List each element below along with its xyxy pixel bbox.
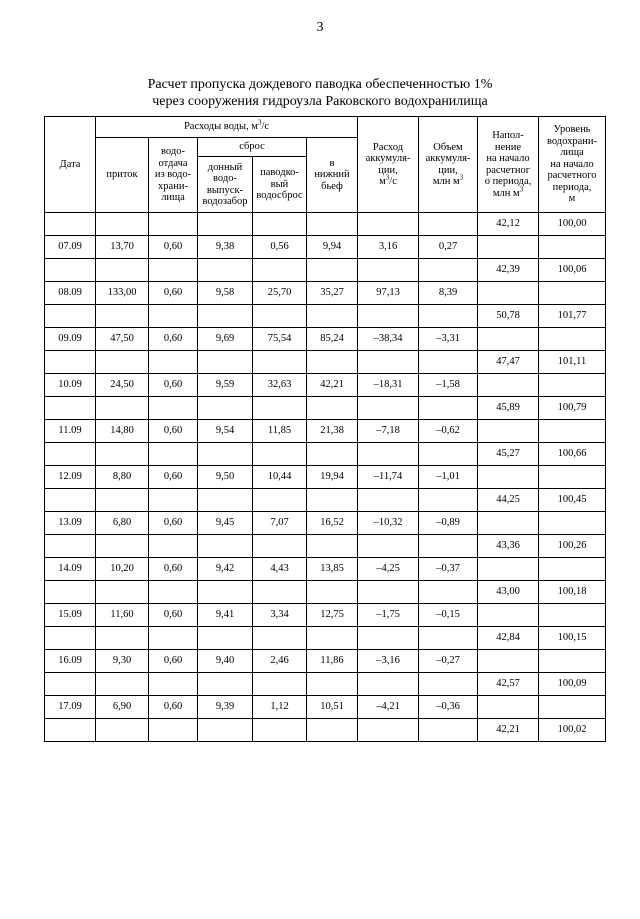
empty-cell bbox=[45, 259, 96, 282]
spillway-cell: 10,44 bbox=[253, 466, 307, 489]
empty-cell bbox=[358, 719, 419, 742]
empty-cell bbox=[253, 443, 307, 466]
accum-flow-cell: –10,32 bbox=[358, 512, 419, 535]
empty-cell bbox=[419, 627, 478, 650]
empty-cell bbox=[149, 581, 198, 604]
empty-cell bbox=[478, 282, 539, 305]
empty-cell bbox=[307, 305, 358, 328]
level-cell: 101,11 bbox=[539, 351, 606, 374]
empty-cell bbox=[149, 305, 198, 328]
empty-cell bbox=[539, 604, 606, 627]
accum-volume-cell: –0,37 bbox=[419, 558, 478, 581]
accum-flow-cell: –11,74 bbox=[358, 466, 419, 489]
header-date: Дата bbox=[45, 117, 96, 213]
empty-cell bbox=[253, 489, 307, 512]
empty-cell bbox=[45, 489, 96, 512]
empty-cell bbox=[358, 213, 419, 236]
downstream-cell: 19,94 bbox=[307, 466, 358, 489]
spillway-cell: 32,63 bbox=[253, 374, 307, 397]
empty-cell bbox=[198, 213, 253, 236]
empty-cell bbox=[45, 581, 96, 604]
level-row bbox=[45, 213, 606, 236]
empty-cell bbox=[539, 650, 606, 673]
inflow-cell: 8,80 bbox=[96, 466, 149, 489]
empty-cell bbox=[419, 305, 478, 328]
empty-cell bbox=[358, 581, 419, 604]
empty-cell bbox=[419, 489, 478, 512]
filling-cell: 47,47 bbox=[478, 351, 539, 374]
spillway-cell: 1,12 bbox=[253, 696, 307, 719]
empty-cell bbox=[539, 282, 606, 305]
accum-flow-cell: –1,75 bbox=[358, 604, 419, 627]
empty-cell bbox=[198, 351, 253, 374]
empty-cell bbox=[478, 696, 539, 719]
empty-cell bbox=[478, 420, 539, 443]
empty-cell bbox=[149, 351, 198, 374]
inflow-cell: 133,00 bbox=[96, 282, 149, 305]
bottom-cell: 9,50 bbox=[198, 466, 253, 489]
spillway-cell: 11,85 bbox=[253, 420, 307, 443]
empty-cell bbox=[149, 259, 198, 282]
empty-cell bbox=[96, 535, 149, 558]
empty-cell bbox=[478, 650, 539, 673]
level-row bbox=[45, 443, 606, 466]
spillway-cell: 25,70 bbox=[253, 282, 307, 305]
downstream-cell: 16,52 bbox=[307, 512, 358, 535]
header-spillway: паводко- вый водосброс bbox=[253, 157, 307, 213]
date-cell: 12.09 bbox=[45, 466, 96, 489]
empty-cell bbox=[307, 213, 358, 236]
empty-cell bbox=[45, 397, 96, 420]
bottom-cell: 9,58 bbox=[198, 282, 253, 305]
empty-cell bbox=[198, 535, 253, 558]
level-row bbox=[45, 535, 606, 558]
accum-volume-cell: 0,27 bbox=[419, 236, 478, 259]
accum-volume-cell: –1,58 bbox=[419, 374, 478, 397]
level-cell: 100,18 bbox=[539, 581, 606, 604]
empty-cell bbox=[358, 489, 419, 512]
empty-cell bbox=[45, 535, 96, 558]
data-row bbox=[45, 696, 606, 719]
bottom-cell: 9,69 bbox=[198, 328, 253, 351]
empty-cell bbox=[45, 351, 96, 374]
empty-cell bbox=[307, 259, 358, 282]
level-cell: 100,06 bbox=[539, 259, 606, 282]
level-cell: 100,79 bbox=[539, 397, 606, 420]
data-row bbox=[45, 466, 606, 489]
header-water-supply: водо- отдача из водо- храни- лища bbox=[149, 138, 198, 213]
empty-cell bbox=[253, 213, 307, 236]
empty-cell bbox=[253, 673, 307, 696]
empty-cell bbox=[307, 535, 358, 558]
level-row bbox=[45, 351, 606, 374]
level-row bbox=[45, 305, 606, 328]
spillway-cell: 75,54 bbox=[253, 328, 307, 351]
inflow-cell: 11,60 bbox=[96, 604, 149, 627]
empty-cell bbox=[539, 558, 606, 581]
title-line-1: Расчет пропуска дождевого паводка обеспеченностью 1% bbox=[147, 77, 493, 92]
empty-cell bbox=[358, 443, 419, 466]
level-row bbox=[45, 673, 606, 696]
empty-cell bbox=[539, 328, 606, 351]
header-downstream: в нижний бьеф bbox=[307, 138, 358, 213]
empty-cell bbox=[539, 466, 606, 489]
header-bottom-outlet: донный водо- выпуск- водозабор bbox=[198, 157, 253, 213]
inflow-cell: 9,30 bbox=[96, 650, 149, 673]
accum-volume-cell: –0,89 bbox=[419, 512, 478, 535]
data-row bbox=[45, 558, 606, 581]
bottom-cell: 9,41 bbox=[198, 604, 253, 627]
accum-flow-cell: –18,31 bbox=[358, 374, 419, 397]
empty-cell bbox=[149, 627, 198, 650]
empty-cell bbox=[478, 328, 539, 351]
level-row bbox=[45, 719, 606, 742]
header-filling: Напол- нение на начало расчетног о периода, млн $м^3$ bbox=[478, 117, 539, 213]
empty-cell bbox=[198, 673, 253, 696]
data-row bbox=[45, 236, 606, 259]
date-cell: 09.09 bbox=[45, 328, 96, 351]
accum-flow-cell: 3,16 bbox=[358, 236, 419, 259]
level-cell: 100,09 bbox=[539, 673, 606, 696]
empty-cell bbox=[539, 236, 606, 259]
level-cell: 100,45 bbox=[539, 489, 606, 512]
bottom-cell: 9,38 bbox=[198, 236, 253, 259]
empty-cell bbox=[253, 305, 307, 328]
header-flows-group: Расходы воды, $м^3/с$ bbox=[96, 117, 358, 138]
empty-cell bbox=[358, 673, 419, 696]
level-row bbox=[45, 397, 606, 420]
header-discharge-group: сброс bbox=[198, 138, 307, 157]
filling-cell: 44,25 bbox=[478, 489, 539, 512]
empty-cell bbox=[149, 213, 198, 236]
data-row bbox=[45, 282, 606, 305]
document-title bbox=[0, 76, 640, 110]
downstream-cell: 9,94 bbox=[307, 236, 358, 259]
header-accumulation-volume: Объем аккумуля- ции, млн $м^3$ bbox=[419, 117, 478, 213]
empty-cell bbox=[419, 351, 478, 374]
inflow-cell: 14,80 bbox=[96, 420, 149, 443]
downstream-cell: 35,27 bbox=[307, 282, 358, 305]
downstream-cell: 21,38 bbox=[307, 420, 358, 443]
spillway-cell: 4,43 bbox=[253, 558, 307, 581]
empty-cell bbox=[419, 719, 478, 742]
accum-flow-cell: –4,25 bbox=[358, 558, 419, 581]
level-cell: 100,66 bbox=[539, 443, 606, 466]
data-row bbox=[45, 512, 606, 535]
bottom-cell: 9,54 bbox=[198, 420, 253, 443]
empty-cell bbox=[358, 535, 419, 558]
empty-cell bbox=[253, 535, 307, 558]
bottom-cell: 9,40 bbox=[198, 650, 253, 673]
empty-cell bbox=[96, 627, 149, 650]
inflow-cell: 47,50 bbox=[96, 328, 149, 351]
supply-cell: 0,60 bbox=[149, 604, 198, 627]
empty-cell bbox=[149, 673, 198, 696]
empty-cell bbox=[478, 604, 539, 627]
supply-cell: 0,60 bbox=[149, 650, 198, 673]
date-cell: 13.09 bbox=[45, 512, 96, 535]
inflow-cell: 24,50 bbox=[96, 374, 149, 397]
level-cell: 100,02 bbox=[539, 719, 606, 742]
data-row bbox=[45, 604, 606, 627]
empty-cell bbox=[96, 581, 149, 604]
empty-cell bbox=[198, 627, 253, 650]
empty-cell bbox=[149, 535, 198, 558]
empty-cell bbox=[96, 305, 149, 328]
empty-cell bbox=[539, 374, 606, 397]
empty-cell bbox=[307, 351, 358, 374]
supply-cell: 0,60 bbox=[149, 374, 198, 397]
empty-cell bbox=[45, 443, 96, 466]
accum-volume-cell: –3,31 bbox=[419, 328, 478, 351]
empty-cell bbox=[419, 397, 478, 420]
empty-cell bbox=[307, 581, 358, 604]
date-cell: 14.09 bbox=[45, 558, 96, 581]
empty-cell bbox=[253, 581, 307, 604]
accum-flow-cell: –7,18 bbox=[358, 420, 419, 443]
empty-cell bbox=[96, 673, 149, 696]
empty-cell bbox=[478, 374, 539, 397]
inflow-cell: 13,70 bbox=[96, 236, 149, 259]
empty-cell bbox=[96, 351, 149, 374]
date-cell: 15.09 bbox=[45, 604, 96, 627]
accum-flow-cell: –38,34 bbox=[358, 328, 419, 351]
filling-cell: 50,78 bbox=[478, 305, 539, 328]
empty-cell bbox=[45, 213, 96, 236]
empty-cell bbox=[419, 535, 478, 558]
data-row bbox=[45, 374, 606, 397]
bottom-cell: 9,42 bbox=[198, 558, 253, 581]
filling-cell: 42,12 bbox=[478, 213, 539, 236]
accum-volume-cell: –0,36 bbox=[419, 696, 478, 719]
empty-cell bbox=[198, 719, 253, 742]
empty-cell bbox=[149, 443, 198, 466]
empty-cell bbox=[539, 696, 606, 719]
empty-cell bbox=[419, 673, 478, 696]
empty-cell bbox=[96, 397, 149, 420]
accum-flow-cell: –4,21 bbox=[358, 696, 419, 719]
downstream-cell: 12,75 bbox=[307, 604, 358, 627]
data-row bbox=[45, 328, 606, 351]
empty-cell bbox=[96, 259, 149, 282]
filling-cell: 42,39 bbox=[478, 259, 539, 282]
empty-cell bbox=[539, 420, 606, 443]
empty-cell bbox=[253, 627, 307, 650]
empty-cell bbox=[419, 259, 478, 282]
accum-volume-cell: 8,39 bbox=[419, 282, 478, 305]
supply-cell: 0,60 bbox=[149, 328, 198, 351]
supply-cell: 0,60 bbox=[149, 282, 198, 305]
date-cell: 11.09 bbox=[45, 420, 96, 443]
level-cell: 101,77 bbox=[539, 305, 606, 328]
empty-cell bbox=[307, 673, 358, 696]
header-inflow: приток bbox=[96, 138, 149, 213]
empty-cell bbox=[149, 719, 198, 742]
supply-cell: 0,60 bbox=[149, 696, 198, 719]
empty-cell bbox=[45, 673, 96, 696]
page-number: 3 bbox=[316, 20, 324, 35]
downstream-cell: 13,85 bbox=[307, 558, 358, 581]
level-cell: 100,26 bbox=[539, 535, 606, 558]
accum-flow-cell: –3,16 bbox=[358, 650, 419, 673]
empty-cell bbox=[198, 397, 253, 420]
accum-flow-cell: 97,13 bbox=[358, 282, 419, 305]
header-reservoir-level: Уровень водохрани- лища на начало расчетного периода, м bbox=[539, 117, 606, 213]
supply-cell: 0,60 bbox=[149, 420, 198, 443]
empty-cell bbox=[253, 351, 307, 374]
empty-cell bbox=[253, 397, 307, 420]
level-row bbox=[45, 489, 606, 512]
supply-cell: 0,60 bbox=[149, 236, 198, 259]
empty-cell bbox=[478, 558, 539, 581]
filling-cell: 45,89 bbox=[478, 397, 539, 420]
inflow-cell: 6,80 bbox=[96, 512, 149, 535]
filling-cell: 42,21 bbox=[478, 719, 539, 742]
downstream-cell: 42,21 bbox=[307, 374, 358, 397]
level-cell: 100,15 bbox=[539, 627, 606, 650]
empty-cell bbox=[96, 489, 149, 512]
bottom-cell: 9,45 bbox=[198, 512, 253, 535]
table-body bbox=[45, 213, 606, 742]
empty-cell bbox=[307, 397, 358, 420]
empty-cell bbox=[307, 627, 358, 650]
supply-cell: 0,60 bbox=[149, 466, 198, 489]
empty-cell bbox=[45, 627, 96, 650]
data-row bbox=[45, 650, 606, 673]
empty-cell bbox=[253, 719, 307, 742]
empty-cell bbox=[419, 581, 478, 604]
empty-cell bbox=[45, 719, 96, 742]
empty-cell bbox=[198, 443, 253, 466]
empty-cell bbox=[419, 213, 478, 236]
spillway-cell: 0,56 bbox=[253, 236, 307, 259]
empty-cell bbox=[478, 236, 539, 259]
filling-cell: 42,84 bbox=[478, 627, 539, 650]
empty-cell bbox=[307, 719, 358, 742]
empty-cell bbox=[198, 581, 253, 604]
spillway-cell: 3,34 bbox=[253, 604, 307, 627]
empty-cell bbox=[358, 259, 419, 282]
level-cell: 100,00 bbox=[539, 213, 606, 236]
empty-cell bbox=[96, 213, 149, 236]
empty-cell bbox=[478, 466, 539, 489]
inflow-cell: 10,20 bbox=[96, 558, 149, 581]
empty-cell bbox=[198, 489, 253, 512]
empty-cell bbox=[96, 443, 149, 466]
downstream-cell: 11,86 bbox=[307, 650, 358, 673]
bottom-cell: 9,59 bbox=[198, 374, 253, 397]
empty-cell bbox=[539, 512, 606, 535]
inflow-cell: 6,90 bbox=[96, 696, 149, 719]
empty-cell bbox=[419, 443, 478, 466]
empty-cell bbox=[358, 627, 419, 650]
empty-cell bbox=[198, 305, 253, 328]
empty-cell bbox=[478, 512, 539, 535]
spillway-cell: 2,46 bbox=[253, 650, 307, 673]
empty-cell bbox=[253, 259, 307, 282]
date-cell: 10.09 bbox=[45, 374, 96, 397]
filling-cell: 43,00 bbox=[478, 581, 539, 604]
date-cell: 08.09 bbox=[45, 282, 96, 305]
empty-cell bbox=[198, 259, 253, 282]
date-cell: 17.09 bbox=[45, 696, 96, 719]
filling-cell: 45,27 bbox=[478, 443, 539, 466]
empty-cell bbox=[45, 305, 96, 328]
accum-volume-cell: –0,62 bbox=[419, 420, 478, 443]
empty-cell bbox=[149, 489, 198, 512]
flood-calculation-table bbox=[44, 116, 606, 742]
accum-volume-cell: –1,01 bbox=[419, 466, 478, 489]
data-row bbox=[45, 420, 606, 443]
empty-cell bbox=[307, 489, 358, 512]
level-row bbox=[45, 627, 606, 650]
level-row bbox=[45, 259, 606, 282]
date-cell: 16.09 bbox=[45, 650, 96, 673]
header-accumulation-flow: Расход аккумуля- ции, $м^3/с$ bbox=[358, 117, 419, 213]
accum-volume-cell: –0,15 bbox=[419, 604, 478, 627]
spillway-cell: 7,07 bbox=[253, 512, 307, 535]
empty-cell bbox=[358, 305, 419, 328]
empty-cell bbox=[96, 719, 149, 742]
title-line-2: через сооружения гидроузла Раковского водохранилища bbox=[152, 94, 488, 109]
downstream-cell: 85,24 bbox=[307, 328, 358, 351]
supply-cell: 0,60 bbox=[149, 558, 198, 581]
empty-cell bbox=[358, 351, 419, 374]
level-row bbox=[45, 581, 606, 604]
supply-cell: 0,60 bbox=[149, 512, 198, 535]
downstream-cell: 10,51 bbox=[307, 696, 358, 719]
empty-cell bbox=[358, 397, 419, 420]
empty-cell bbox=[307, 443, 358, 466]
filling-cell: 42,57 bbox=[478, 673, 539, 696]
date-cell: 07.09 bbox=[45, 236, 96, 259]
filling-cell: 43,36 bbox=[478, 535, 539, 558]
empty-cell bbox=[149, 397, 198, 420]
accum-volume-cell: –0,27 bbox=[419, 650, 478, 673]
bottom-cell: 9,39 bbox=[198, 696, 253, 719]
